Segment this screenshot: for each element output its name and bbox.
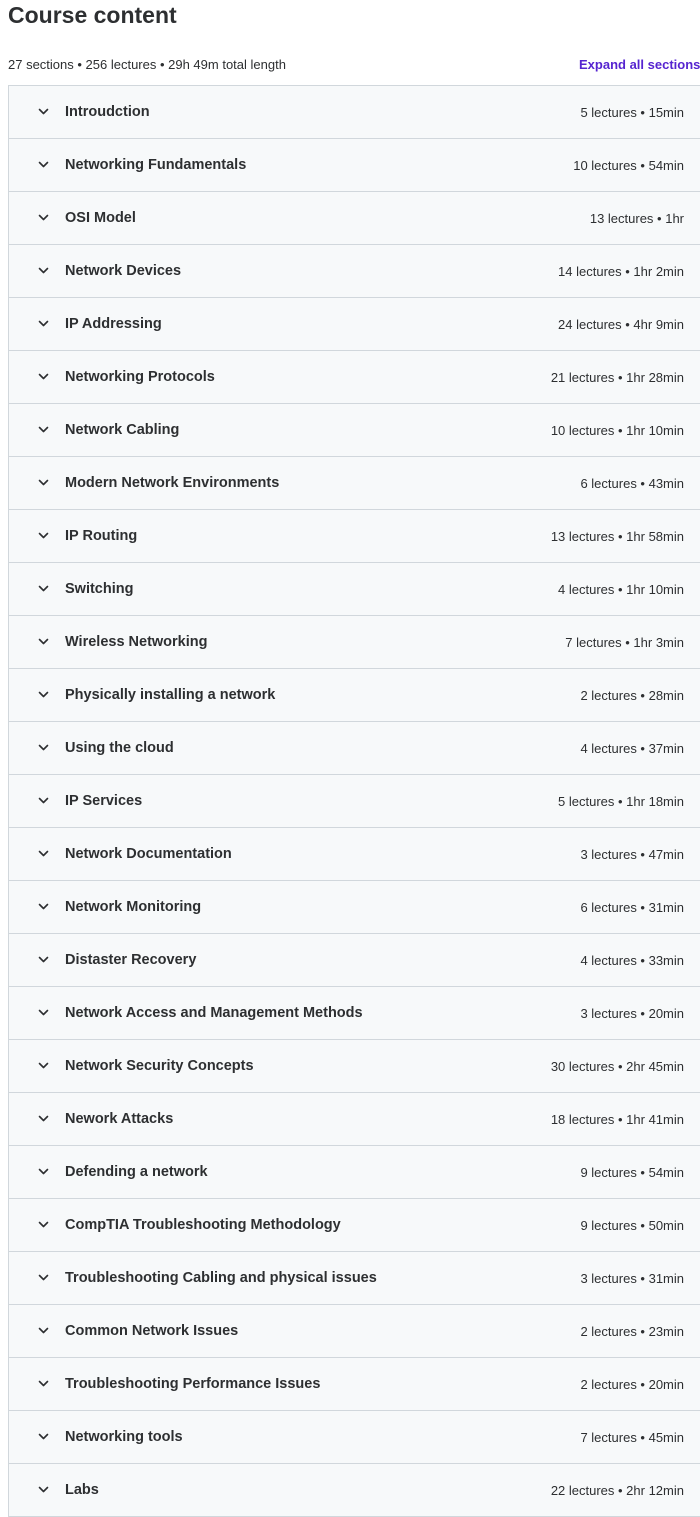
section-list xyxy=(8,85,700,1517)
chevron-down-icon xyxy=(37,1112,50,1125)
section-title: Troubleshooting Cabling and physical issues xyxy=(65,1270,377,1286)
section-title: Labs xyxy=(65,1482,99,1498)
chevron-down-icon xyxy=(37,264,50,277)
course-summary: 27 sections • 256 lectures • 29h 49m total length xyxy=(8,57,286,72)
section-info: 10 lectures • 54min xyxy=(573,158,684,173)
section-title: Network Monitoring xyxy=(65,899,202,915)
section-title: IP Routing xyxy=(65,528,138,544)
section-title: Network Documentation xyxy=(65,846,232,862)
section-info: 5 lectures • 15min xyxy=(580,105,684,120)
section-header-21[interactable] xyxy=(9,1146,700,1199)
chevron-down-icon xyxy=(37,847,50,860)
chevron-down-icon xyxy=(37,1483,50,1496)
section-title: Using the cloud xyxy=(65,740,174,756)
section-header-1[interactable] xyxy=(9,86,700,139)
section-header-27[interactable] xyxy=(9,1464,700,1517)
chevron-down-icon xyxy=(37,794,50,807)
section-info: 6 lectures • 31min xyxy=(580,900,684,915)
section-title: Introudction xyxy=(65,104,150,120)
chevron-down-icon xyxy=(37,423,50,436)
section-header-26[interactable] xyxy=(9,1411,700,1464)
chevron-down-icon xyxy=(37,582,50,595)
section-title: Network Cabling xyxy=(65,422,180,438)
section-header-11[interactable] xyxy=(9,616,700,669)
chevron-down-icon xyxy=(37,370,50,383)
chevron-down-icon xyxy=(37,635,50,648)
course-summary-row xyxy=(8,56,700,76)
chevron-down-icon xyxy=(37,211,50,224)
section-info: 7 lectures • 1hr 3min xyxy=(565,635,684,650)
chevron-down-icon xyxy=(37,953,50,966)
section-header-9[interactable] xyxy=(9,510,700,563)
section-info: 2 lectures • 28min xyxy=(580,688,684,703)
chevron-down-icon xyxy=(37,1324,50,1337)
chevron-down-icon xyxy=(37,688,50,701)
section-info: 2 lectures • 23min xyxy=(580,1324,684,1339)
chevron-down-icon xyxy=(37,529,50,542)
section-info: 4 lectures • 1hr 10min xyxy=(558,582,684,597)
section-title: Distaster Recovery xyxy=(65,952,197,968)
section-title: IP Services xyxy=(65,793,143,809)
section-header-8[interactable] xyxy=(9,457,700,510)
section-info: 6 lectures • 43min xyxy=(580,476,684,491)
section-title: Modern Network Environments xyxy=(65,475,280,491)
chevron-down-icon xyxy=(37,1059,50,1072)
section-header-6[interactable] xyxy=(9,351,700,404)
section-header-20[interactable] xyxy=(9,1093,700,1146)
section-title: Defending a network xyxy=(65,1164,208,1180)
chevron-down-icon xyxy=(37,1218,50,1231)
section-title: Common Network Issues xyxy=(65,1323,239,1339)
chevron-down-icon xyxy=(37,317,50,330)
section-info: 2 lectures • 20min xyxy=(580,1377,684,1392)
chevron-down-icon xyxy=(37,1430,50,1443)
section-info: 7 lectures • 45min xyxy=(580,1430,684,1445)
section-header-17[interactable] xyxy=(9,934,700,987)
section-info: 4 lectures • 33min xyxy=(580,953,684,968)
section-title: Physically installing a network xyxy=(65,687,276,703)
section-info: 3 lectures • 20min xyxy=(580,1006,684,1021)
section-title: Nework Attacks xyxy=(65,1111,174,1127)
section-info: 3 lectures • 31min xyxy=(580,1271,684,1286)
section-title: Wireless Networking xyxy=(65,634,208,650)
chevron-down-icon xyxy=(37,476,50,489)
section-info: 10 lectures • 1hr 10min xyxy=(550,423,684,438)
section-title: OSI Model xyxy=(65,210,136,226)
section-header-16[interactable] xyxy=(9,881,700,934)
section-info: 30 lectures • 2hr 45min xyxy=(550,1059,684,1074)
section-header-15[interactable] xyxy=(9,828,700,881)
page-title: Course content xyxy=(8,2,177,28)
section-header-12[interactable] xyxy=(9,669,700,722)
chevron-down-icon xyxy=(37,105,50,118)
section-header-22[interactable] xyxy=(9,1199,700,1252)
section-header-7[interactable] xyxy=(9,404,700,457)
section-header-2[interactable] xyxy=(9,139,700,192)
section-info: 21 lectures • 1hr 28min xyxy=(550,370,684,385)
section-info: 3 lectures • 47min xyxy=(580,847,684,862)
section-header-10[interactable] xyxy=(9,563,700,616)
section-title: Network Access and Management Methods xyxy=(65,1005,363,1021)
section-header-14[interactable] xyxy=(9,775,700,828)
section-info: 9 lectures • 54min xyxy=(580,1165,684,1180)
chevron-down-icon xyxy=(37,1271,50,1284)
section-header-19[interactable] xyxy=(9,1040,700,1093)
section-header-24[interactable] xyxy=(9,1305,700,1358)
section-header-25[interactable] xyxy=(9,1358,700,1411)
section-title: IP Addressing xyxy=(65,316,162,332)
chevron-down-icon xyxy=(37,158,50,171)
section-info: 22 lectures • 2hr 12min xyxy=(550,1483,684,1498)
section-title: Networking tools xyxy=(65,1429,183,1445)
section-title: Switching xyxy=(65,581,134,597)
chevron-down-icon xyxy=(37,741,50,754)
section-header-18[interactable] xyxy=(9,987,700,1040)
section-title: Troubleshooting Performance Issues xyxy=(65,1376,321,1392)
section-header-23[interactable] xyxy=(9,1252,700,1305)
section-info: 9 lectures • 50min xyxy=(580,1218,684,1233)
chevron-down-icon xyxy=(37,1006,50,1019)
section-title: CompTIA Troubleshooting Methodology xyxy=(65,1217,341,1233)
chevron-down-icon xyxy=(37,900,50,913)
section-title: Networking Fundamentals xyxy=(65,157,247,173)
section-info: 4 lectures • 37min xyxy=(580,741,684,756)
section-header-3[interactable] xyxy=(9,192,700,245)
section-info: 14 lectures • 1hr 2min xyxy=(558,264,684,279)
section-title: Network Devices xyxy=(65,263,182,279)
section-title: Networking Protocols xyxy=(65,369,215,385)
section-info: 13 lectures • 1hr xyxy=(589,211,684,226)
expand-all-sections-button[interactable]: Expand all sections xyxy=(579,57,700,72)
section-header-13[interactable] xyxy=(9,722,700,775)
chevron-down-icon xyxy=(37,1377,50,1390)
section-info: 5 lectures • 1hr 18min xyxy=(558,794,684,809)
chevron-down-icon xyxy=(37,1165,50,1178)
section-title: Network Security Concepts xyxy=(65,1058,254,1074)
section-info: 24 lectures • 4hr 9min xyxy=(558,317,684,332)
section-header-5[interactable] xyxy=(9,298,700,351)
section-header-4[interactable] xyxy=(9,245,700,298)
section-info: 13 lectures • 1hr 58min xyxy=(550,529,684,544)
section-info: 18 lectures • 1hr 41min xyxy=(550,1112,684,1127)
